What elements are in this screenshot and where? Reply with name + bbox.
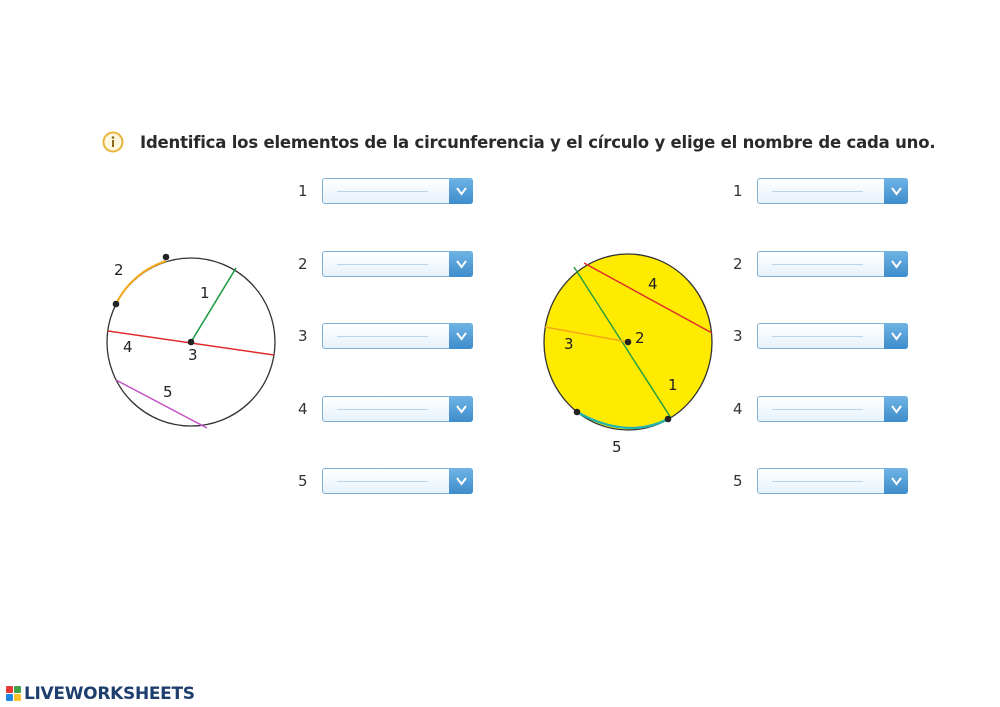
- answer-number: 2: [298, 255, 308, 273]
- answer-row-right-1: [733, 177, 908, 205]
- figure-label-5: 5: [163, 383, 173, 401]
- instruction: [102, 128, 935, 156]
- answer-row-right-3: [733, 322, 908, 350]
- answer-row-left-4: [298, 395, 473, 423]
- figure-label-2: 2: [114, 261, 124, 279]
- chevron-down-icon[interactable]: [884, 178, 908, 204]
- answer-row-left-5: [298, 467, 473, 495]
- answer-number: 1: [298, 182, 308, 200]
- answer-dropdown[interactable]: [322, 251, 473, 277]
- answer-dropdown[interactable]: [322, 396, 473, 422]
- answer-dropdown[interactable]: [322, 178, 473, 204]
- arc-endpoint: [163, 254, 170, 261]
- figure-label-1: 1: [200, 284, 210, 302]
- answer-dropdown[interactable]: [322, 323, 473, 349]
- answer-number: 3: [733, 327, 743, 345]
- answer-dropdown[interactable]: [322, 468, 473, 494]
- answer-number: 4: [298, 400, 308, 418]
- circle-figure: [535, 245, 720, 460]
- figure-label-1: 1: [668, 376, 678, 394]
- answer-number: 2: [733, 255, 743, 273]
- answer-row-right-5: [733, 467, 908, 495]
- answer-row-left-3: [298, 322, 473, 350]
- chevron-down-icon[interactable]: [884, 323, 908, 349]
- answer-dropdown[interactable]: [757, 468, 908, 494]
- info-icon: [102, 131, 124, 153]
- arc-endpoint: [665, 416, 672, 423]
- brand-name: LIVEWORKSHEETS: [24, 684, 195, 704]
- chevron-down-icon[interactable]: [449, 178, 473, 204]
- chevron-down-icon[interactable]: [449, 323, 473, 349]
- chevron-down-icon[interactable]: [449, 251, 473, 277]
- answer-number: 4: [733, 400, 743, 418]
- arc-endpoint: [113, 301, 120, 308]
- figure-label-5: 5: [612, 438, 622, 456]
- figure-label-3: 3: [188, 346, 198, 364]
- liveworksheets-brand[interactable]: [6, 684, 195, 704]
- answer-number: 5: [733, 472, 743, 490]
- figure-label-4: 4: [123, 338, 133, 356]
- answer-number: 5: [298, 472, 308, 490]
- answer-row-left-2: [298, 250, 473, 278]
- figure-label-4: 4: [648, 275, 658, 293]
- answer-dropdown[interactable]: [757, 178, 908, 204]
- answer-row-left-1: [298, 177, 473, 205]
- answer-dropdown[interactable]: [757, 251, 908, 277]
- figure-label-3: 3: [564, 335, 574, 353]
- chevron-down-icon[interactable]: [884, 251, 908, 277]
- answer-number: 3: [298, 327, 308, 345]
- answer-row-right-2: [733, 250, 908, 278]
- answer-dropdown[interactable]: [757, 323, 908, 349]
- center-point: [188, 339, 195, 346]
- radius-line: [191, 268, 236, 342]
- circumference-figure: [100, 245, 285, 440]
- liveworksheets-logo-icon: [6, 686, 22, 702]
- figure-label-2: 2: [635, 329, 645, 347]
- chevron-down-icon[interactable]: [449, 468, 473, 494]
- arc-endpoint: [574, 409, 581, 416]
- answer-number: 1: [733, 182, 743, 200]
- chevron-down-icon[interactable]: [884, 396, 908, 422]
- instruction-text: Identifica los elementos de la circunferencia y el círculo y elige el nombre de cada uno.: [140, 132, 936, 152]
- answer-dropdown[interactable]: [757, 396, 908, 422]
- chevron-down-icon[interactable]: [884, 468, 908, 494]
- center-point: [625, 339, 632, 346]
- chevron-down-icon[interactable]: [449, 396, 473, 422]
- answer-row-right-4: [733, 395, 908, 423]
